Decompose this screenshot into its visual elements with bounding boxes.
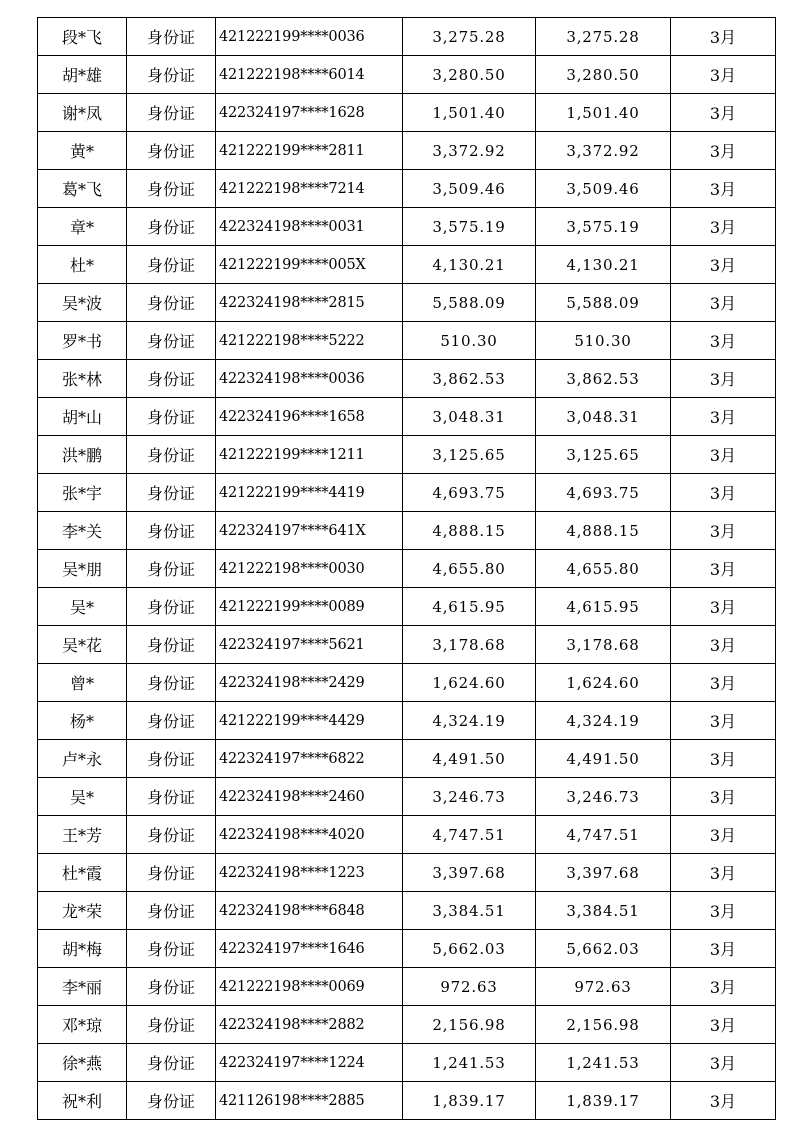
name-cell: 胡*雄 [38,56,127,94]
id-type-cell: 身份证 [127,18,216,56]
amount-paid-cell: 3,384.51 [536,892,671,930]
amount-paid-cell: 4,888.15 [536,512,671,550]
table-row [38,18,776,56]
id-number-cell: 421222199****4429 [216,702,403,740]
id-number-cell: 421222199****005X [216,246,403,284]
amount-paid-cell: 4,655.80 [536,550,671,588]
id-type-cell: 身份证 [127,892,216,930]
amount-paid-cell: 3,125.65 [536,436,671,474]
amount-cell: 4,615.95 [403,588,536,626]
amount-cell: 5,662.03 [403,930,536,968]
month-cell: 3月 [671,170,776,208]
name-cell: 罗*书 [38,322,127,360]
amount-cell: 4,491.50 [403,740,536,778]
month-cell: 3月 [671,702,776,740]
name-cell: 谢*凤 [38,94,127,132]
table-row [38,246,776,284]
id-number-cell: 421222199****0089 [216,588,403,626]
amount-paid-cell: 3,275.28 [536,18,671,56]
id-type-cell: 身份证 [127,550,216,588]
amount-paid-cell: 1,501.40 [536,94,671,132]
table-row [38,816,776,854]
id-type-cell: 身份证 [127,436,216,474]
id-type-cell: 身份证 [127,930,216,968]
id-number-cell: 422324196****1658 [216,398,403,436]
amount-cell: 4,324.19 [403,702,536,740]
table-row [38,170,776,208]
name-cell: 张*林 [38,360,127,398]
amount-paid-cell: 4,747.51 [536,816,671,854]
amount-paid-cell: 1,624.60 [536,664,671,702]
id-type-cell: 身份证 [127,816,216,854]
id-type-cell: 身份证 [127,512,216,550]
name-cell: 杨* [38,702,127,740]
month-cell: 3月 [671,360,776,398]
amount-cell: 4,693.75 [403,474,536,512]
id-number-cell: 422324197****5621 [216,626,403,664]
id-type-cell: 身份证 [127,322,216,360]
month-cell: 3月 [671,1044,776,1082]
id-type-cell: 身份证 [127,778,216,816]
month-cell: 3月 [671,208,776,246]
name-cell: 黄* [38,132,127,170]
amount-cell: 3,125.65 [403,436,536,474]
id-number-cell: 422324198****2460 [216,778,403,816]
amount-cell: 5,588.09 [403,284,536,322]
month-cell: 3月 [671,854,776,892]
amount-cell: 4,747.51 [403,816,536,854]
amount-cell: 510.30 [403,322,536,360]
id-type-cell: 身份证 [127,626,216,664]
amount-cell: 3,384.51 [403,892,536,930]
amount-cell: 3,048.31 [403,398,536,436]
month-cell: 3月 [671,512,776,550]
table-row [38,930,776,968]
id-number-cell: 422324197****1646 [216,930,403,968]
month-cell: 3月 [671,892,776,930]
name-cell: 胡*山 [38,398,127,436]
amount-cell: 1,501.40 [403,94,536,132]
amount-paid-cell: 3,575.19 [536,208,671,246]
name-cell: 李*丽 [38,968,127,1006]
amount-paid-cell: 4,615.95 [536,588,671,626]
name-cell: 祝*利 [38,1082,127,1120]
month-cell: 3月 [671,778,776,816]
month-cell: 3月 [671,740,776,778]
amount-paid-cell: 5,662.03 [536,930,671,968]
id-number-cell: 422324198****6848 [216,892,403,930]
table-row [38,360,776,398]
month-cell: 3月 [671,588,776,626]
name-cell: 王*芳 [38,816,127,854]
month-cell: 3月 [671,550,776,588]
id-type-cell: 身份证 [127,1006,216,1044]
amount-paid-cell: 3,397.68 [536,854,671,892]
id-type-cell: 身份证 [127,474,216,512]
name-cell: 曾* [38,664,127,702]
id-type-cell: 身份证 [127,1044,216,1082]
id-type-cell: 身份证 [127,94,216,132]
table-row [38,436,776,474]
name-cell: 吴*朋 [38,550,127,588]
amount-paid-cell: 3,372.92 [536,132,671,170]
month-cell: 3月 [671,94,776,132]
table-row [38,208,776,246]
id-number-cell: 422324198****0036 [216,360,403,398]
month-cell: 3月 [671,436,776,474]
amount-cell: 3,575.19 [403,208,536,246]
id-type-cell: 身份证 [127,702,216,740]
amount-cell: 4,130.21 [403,246,536,284]
id-type-cell: 身份证 [127,284,216,322]
table-row [38,474,776,512]
id-number-cell: 422324197****6822 [216,740,403,778]
id-number-cell: 422324197****641X [216,512,403,550]
name-cell: 张*宇 [38,474,127,512]
table-row [38,322,776,360]
month-cell: 3月 [671,626,776,664]
table-row [38,892,776,930]
id-number-cell: 421222198****5222 [216,322,403,360]
name-cell: 杜* [38,246,127,284]
amount-paid-cell: 510.30 [536,322,671,360]
id-number-cell: 421222199****4419 [216,474,403,512]
table-row [38,702,776,740]
id-number-cell: 421222198****0069 [216,968,403,1006]
amount-cell: 2,156.98 [403,1006,536,1044]
amount-cell: 3,178.68 [403,626,536,664]
id-number-cell: 422324198****1223 [216,854,403,892]
id-number-cell: 421222199****1211 [216,436,403,474]
name-cell: 葛*飞 [38,170,127,208]
amount-paid-cell: 3,280.50 [536,56,671,94]
id-type-cell: 身份证 [127,246,216,284]
table-row [38,588,776,626]
id-number-cell: 421222198****0030 [216,550,403,588]
id-type-cell: 身份证 [127,740,216,778]
table-row [38,56,776,94]
name-cell: 吴*波 [38,284,127,322]
table-row [38,968,776,1006]
amount-cell: 1,839.17 [403,1082,536,1120]
table-row [38,398,776,436]
amount-paid-cell: 4,130.21 [536,246,671,284]
table-row [38,284,776,322]
month-cell: 3月 [671,968,776,1006]
amount-paid-cell: 3,862.53 [536,360,671,398]
table-row [38,778,776,816]
id-type-cell: 身份证 [127,56,216,94]
table-row [38,1044,776,1082]
id-number-cell: 422324198****0031 [216,208,403,246]
amount-paid-cell: 1,241.53 [536,1044,671,1082]
amount-cell: 3,509.46 [403,170,536,208]
month-cell: 3月 [671,664,776,702]
id-type-cell: 身份证 [127,854,216,892]
id-number-cell: 422324198****2815 [216,284,403,322]
amount-paid-cell: 5,588.09 [536,284,671,322]
id-type-cell: 身份证 [127,968,216,1006]
amount-cell: 3,372.92 [403,132,536,170]
table-row [38,740,776,778]
name-cell: 徐*燕 [38,1044,127,1082]
month-cell: 3月 [671,930,776,968]
id-type-cell: 身份证 [127,588,216,626]
table-row [38,1006,776,1044]
amount-paid-cell: 1,839.17 [536,1082,671,1120]
amount-cell: 4,655.80 [403,550,536,588]
amount-paid-cell: 3,178.68 [536,626,671,664]
amount-cell: 3,246.73 [403,778,536,816]
table-body [38,18,776,1120]
amount-cell: 3,862.53 [403,360,536,398]
id-type-cell: 身份证 [127,1082,216,1120]
id-number-cell: 421222198****7214 [216,170,403,208]
amount-paid-cell: 4,491.50 [536,740,671,778]
table-row [38,132,776,170]
name-cell: 杜*霞 [38,854,127,892]
month-cell: 3月 [671,1082,776,1120]
amount-cell: 1,624.60 [403,664,536,702]
id-type-cell: 身份证 [127,398,216,436]
name-cell: 吴*花 [38,626,127,664]
name-cell: 吴* [38,588,127,626]
data-table [37,17,776,1120]
id-type-cell: 身份证 [127,360,216,398]
table-row [38,550,776,588]
table-row [38,664,776,702]
table-row [38,94,776,132]
id-number-cell: 422324198****2882 [216,1006,403,1044]
name-cell: 胡*梅 [38,930,127,968]
id-number-cell: 422324197****1628 [216,94,403,132]
amount-paid-cell: 4,693.75 [536,474,671,512]
month-cell: 3月 [671,322,776,360]
amount-cell: 3,275.28 [403,18,536,56]
month-cell: 3月 [671,816,776,854]
amount-cell: 972.63 [403,968,536,1006]
id-type-cell: 身份证 [127,170,216,208]
id-number-cell: 421126198****2885 [216,1082,403,1120]
name-cell: 李*关 [38,512,127,550]
month-cell: 3月 [671,56,776,94]
month-cell: 3月 [671,132,776,170]
month-cell: 3月 [671,284,776,322]
amount-paid-cell: 3,048.31 [536,398,671,436]
amount-paid-cell: 4,324.19 [536,702,671,740]
amount-paid-cell: 2,156.98 [536,1006,671,1044]
id-number-cell: 422324197****1224 [216,1044,403,1082]
id-type-cell: 身份证 [127,208,216,246]
amount-cell: 4,888.15 [403,512,536,550]
id-number-cell: 422324198****2429 [216,664,403,702]
name-cell: 卢*永 [38,740,127,778]
table-row [38,512,776,550]
table-row [38,1082,776,1120]
name-cell: 邓*琼 [38,1006,127,1044]
month-cell: 3月 [671,398,776,436]
name-cell: 段*飞 [38,18,127,56]
id-type-cell: 身份证 [127,132,216,170]
amount-cell: 3,397.68 [403,854,536,892]
month-cell: 3月 [671,474,776,512]
table-row [38,854,776,892]
month-cell: 3月 [671,18,776,56]
id-type-cell: 身份证 [127,664,216,702]
amount-paid-cell: 972.63 [536,968,671,1006]
month-cell: 3月 [671,1006,776,1044]
amount-paid-cell: 3,509.46 [536,170,671,208]
amount-cell: 3,280.50 [403,56,536,94]
amount-paid-cell: 3,246.73 [536,778,671,816]
name-cell: 章* [38,208,127,246]
month-cell: 3月 [671,246,776,284]
id-number-cell: 422324198****4020 [216,816,403,854]
id-number-cell: 421222198****6014 [216,56,403,94]
name-cell: 洪*鹏 [38,436,127,474]
amount-cell: 1,241.53 [403,1044,536,1082]
table-row [38,626,776,664]
name-cell: 吴* [38,778,127,816]
name-cell: 龙*荣 [38,892,127,930]
id-number-cell: 421222199****0036 [216,18,403,56]
id-number-cell: 421222199****2811 [216,132,403,170]
